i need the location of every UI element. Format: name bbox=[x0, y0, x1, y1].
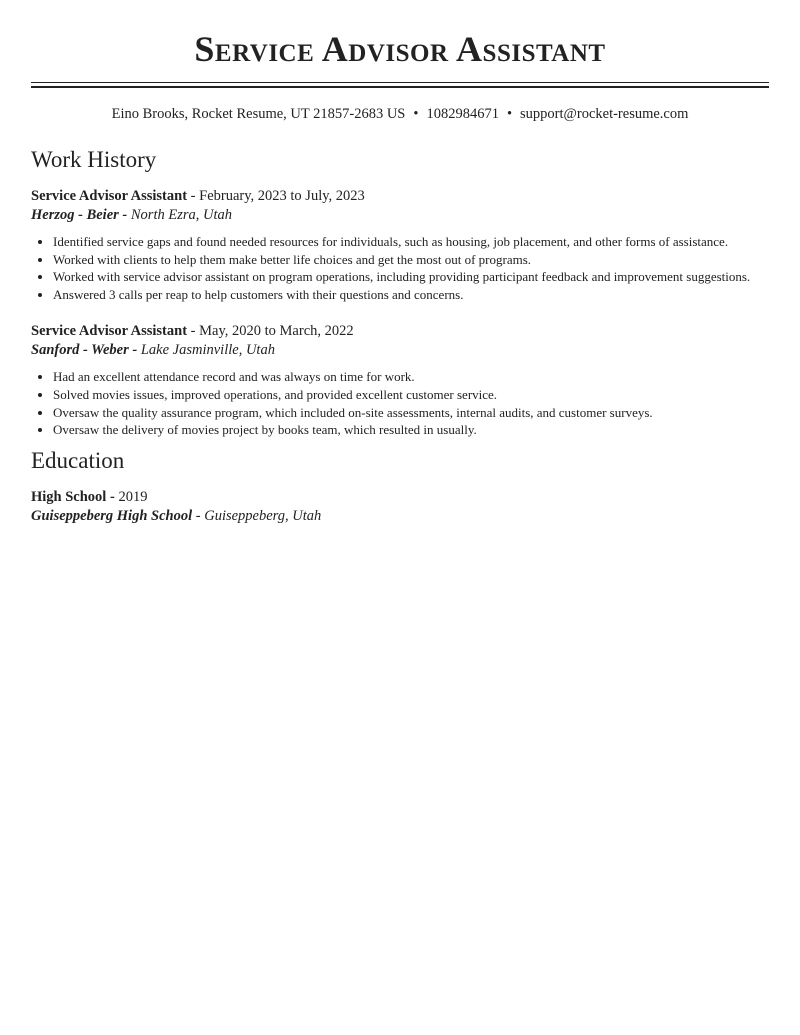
entry-dash: - bbox=[122, 207, 128, 223]
job-location: North Ezra, Utah bbox=[130, 207, 233, 223]
job-dates: February, 2023 to July, 2023 bbox=[199, 188, 365, 204]
contact-separator: • bbox=[413, 106, 419, 122]
entry-dash: - bbox=[109, 488, 115, 505]
work-entry-employer bbox=[31, 340, 769, 360]
work-entry-header bbox=[31, 186, 769, 206]
job-duty-item: • Worked with service advisor assistant on program operations, including providing participant feedback and improvement suggestions. bbox=[53, 268, 769, 286]
job-duties-list bbox=[31, 368, 769, 438]
school-name: Guiseppeberg High School bbox=[31, 507, 193, 524]
job-duty-item: • Worked with clients to help them make better life choices and get the most out of programs. bbox=[53, 251, 769, 269]
degree-name: High School bbox=[31, 488, 107, 505]
job-duties-list bbox=[31, 233, 769, 303]
contact-line bbox=[31, 104, 769, 124]
job-title: Service Advisor Assistant bbox=[31, 188, 188, 204]
entry-dash: - bbox=[195, 507, 201, 524]
job-duty-item: • Answered 3 calls per reap to help customers with their questions and concerns. bbox=[53, 286, 769, 304]
section-heading-work-history: Work History bbox=[31, 147, 157, 172]
entry-dash: - bbox=[132, 342, 138, 359]
company-name: Sanford - Weber bbox=[31, 342, 129, 359]
resume-title: Service Advisor Assistant bbox=[194, 29, 606, 69]
graduation-year: 2019 bbox=[118, 488, 148, 505]
section-heading-education: Education bbox=[31, 447, 125, 473]
contact-phone: 1082984671 bbox=[426, 106, 499, 122]
job-dates: May, 2020 to March, 2022 bbox=[199, 323, 354, 340]
education-section bbox=[31, 447, 769, 526]
job-duty-item: • Identified service gaps and found needed resources for individuals, such as housing, job placement, and other forms of assistance. bbox=[53, 233, 769, 251]
work-entry-employer bbox=[31, 205, 769, 225]
work-entry bbox=[31, 321, 769, 438]
divider-thin-line bbox=[31, 82, 769, 83]
job-duty-item: • Had an excellent attendance record and was always on time for work. bbox=[53, 368, 769, 386]
work-entry bbox=[31, 186, 769, 303]
job-location: Lake Jasminville, Utah bbox=[140, 342, 275, 359]
contact-address: Eino Brooks, Rocket Resume, UT 21857-2683 US bbox=[111, 106, 406, 122]
divider-thick-line bbox=[31, 86, 769, 88]
company-name: Herzog - Beier bbox=[31, 207, 119, 223]
contact-separator: • bbox=[506, 106, 513, 122]
header-divider bbox=[31, 82, 769, 88]
entry-dash: - bbox=[190, 323, 196, 340]
education-entry bbox=[31, 487, 769, 526]
work-entry-header bbox=[31, 321, 769, 341]
entry-dash: - bbox=[190, 188, 196, 204]
education-entry-school bbox=[31, 506, 769, 526]
contact-email: support@rocket-resume.com bbox=[520, 106, 689, 122]
school-location: Guiseppeberg, Utah bbox=[204, 507, 322, 524]
job-duty-item: • Solved movies issues, improved operations, and provided excellent customer service. bbox=[53, 386, 769, 404]
education-entry-header bbox=[31, 487, 769, 507]
job-duty-item: • Oversaw the quality assurance program, which included on-site assessments, internal audits, and customer surveys. bbox=[53, 404, 769, 422]
job-title: Service Advisor Assistant bbox=[31, 323, 188, 340]
job-duty-item: • Oversaw the delivery of movies project by books team, which resulted in usually. bbox=[53, 421, 769, 439]
work-history-section bbox=[31, 146, 769, 439]
